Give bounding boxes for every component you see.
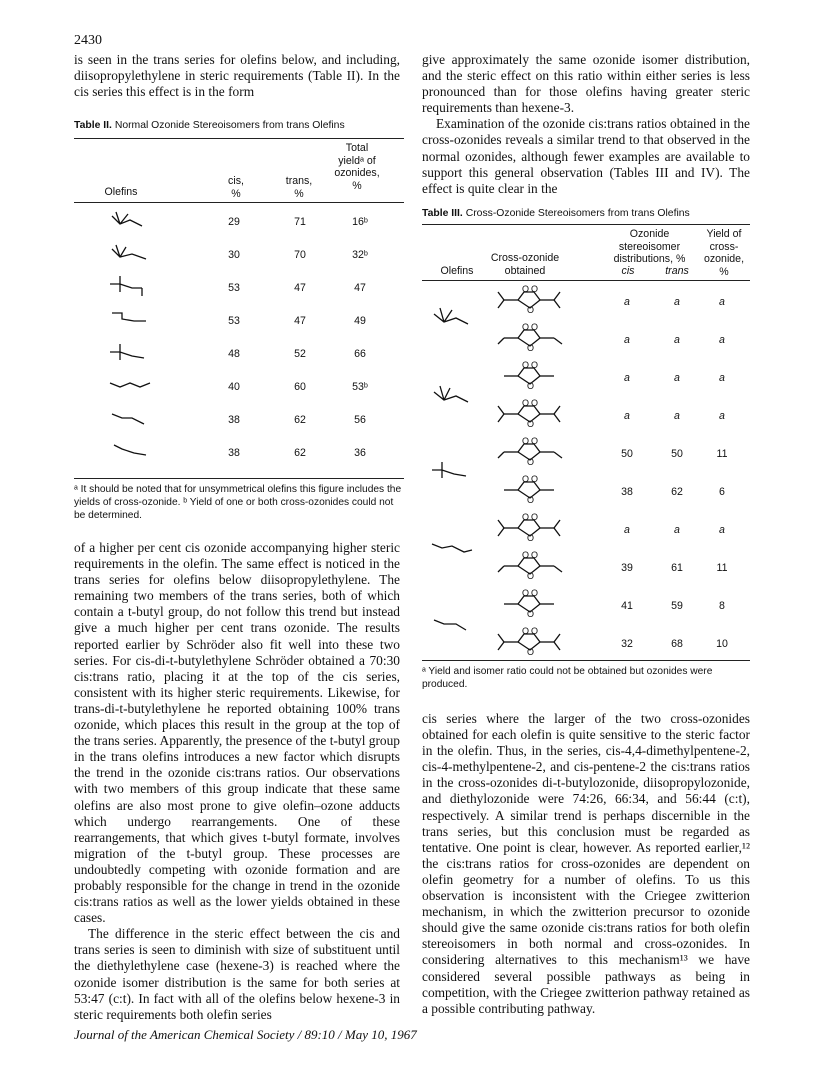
right-paragraph-3-text: cis series where the larger of the two cross-ozonides obtained for each olefin is quite sensitive to the steric factor in the olefin. Thus, in the series, cis-4,4-dimethylpentene-2, cis-4-methylpentene-2, and cis-pentene-2 the cis:trans ratios in the cross-ozonides di-t-butylozonide, diisopropylozonide, and diethylozonide were 74:26, 66:34, and 56:44 (c:t), respectively. A similar trend is perhaps discernible in the trans series, but this conclusion must be regarded as tentative. One point is clear, however. As reported earlier,¹² the cis:trans ratios for cross-ozonides are dependent on olefin geometry for a number of olefins. To us this observation is inconsistent with the Criegee zwitterion mechanism, in which the zwitterion precursor to ozonide should give the same ozonide cis:trans ratios for both olefin stereoisomers in both normal and cross-ozonides. In considering alternatives to this mechanism¹³ we have considered several possible pathways as being in competition, with the Criegee zwitterion pathway retained as a possible contributing pathway.	[422, 711, 750, 1016]
table2-trans-cell: 62	[294, 414, 306, 426]
left-paragraph-3-text: The difference in the steric effect between the cis and trans series is seen to diminish with size of substituent until the diethylethylene case (hexene-3) is reached where the ozonide isomer distribution is the same for both series at 53:47 (c:t). In fact with all of the olefins below hexene-3 in steric requirements both olefin series	[74, 926, 400, 1022]
left-paragraph-1-text: is seen in the trans series for olefins below, and including, diisopropylethylene in steric requirements (Table II). In the cis series this effect is in the form	[74, 52, 400, 100]
ring-atom-label: O	[527, 609, 535, 619]
table3-label: Table III.	[422, 208, 463, 219]
table2-caption	[74, 120, 404, 131]
table2-header-rule	[74, 202, 404, 203]
table3-ozonide-structure	[484, 284, 576, 314]
table3-ozonide-structure	[484, 626, 576, 656]
table3-cis-cell: 32	[621, 638, 633, 650]
ring-atom-label: O	[531, 322, 539, 332]
table2-label: Table II.	[74, 120, 112, 131]
table3-trans-cell: 50	[671, 448, 683, 460]
ring-atom-label: O	[527, 457, 535, 467]
left-paragraph-2	[74, 540, 400, 1023]
ring-atom-label: O	[522, 398, 530, 408]
ring-atom-label: O	[527, 571, 535, 581]
table2-yield-cell: 56	[354, 414, 366, 426]
table3-ozonide-structure	[484, 398, 576, 428]
ring-atom-label: O	[527, 533, 535, 543]
table3-cis-cell: a	[624, 334, 630, 346]
table3-yield-cell: 6	[719, 486, 725, 498]
ring-atom-label: O	[522, 588, 530, 598]
table3-trans-cell: a	[674, 372, 680, 384]
right-paragraph-top	[422, 52, 750, 197]
ring-atom-label: O	[527, 495, 535, 505]
table3-header-yield: Yield of cross-ozonide, %	[703, 228, 745, 278]
ring-atom-label: O	[531, 360, 539, 370]
ring-atom-label: O	[531, 474, 539, 484]
table2-trans-cell: 47	[294, 282, 306, 294]
left-paragraph-1	[74, 52, 400, 100]
table3-cis-cell: a	[624, 524, 630, 536]
right-paragraph-2-text: Examination of the ozonide cis:trans ratios obtained in the cross-ozonides reveals a similar trend to that observed in the normal ozonides, although fewer examples are available to support this general observation (Tables III and IV). The effect is quite clear in the	[422, 116, 750, 196]
table3-olefin-structure-5	[430, 612, 478, 640]
table2-trans-cell: 47	[294, 315, 306, 327]
ring-atom-label: O	[531, 626, 539, 636]
table3-ozonide-structure	[484, 550, 576, 580]
table2-bottom-rule	[74, 478, 404, 479]
ring-atom-label: O	[527, 381, 535, 391]
ring-atom-label: O	[522, 550, 530, 560]
table2-cis-cell: 38	[228, 447, 240, 459]
table2-cis-cell: 38	[228, 414, 240, 426]
table3-cis-cell: a	[624, 410, 630, 422]
table3-yield-cell: 11	[716, 448, 728, 460]
table2-yield-cell: 66	[354, 348, 366, 360]
table2-olefin-structure	[108, 208, 156, 234]
table3-cis-cell: 39	[621, 562, 633, 574]
table2-cis-cell: 53	[228, 282, 240, 294]
table3-olefin-structure-4	[430, 536, 478, 564]
table2-header-trans: trans, %	[285, 175, 313, 200]
table2-olefin-structure	[108, 274, 156, 300]
table3-ozonide-structure	[484, 512, 576, 542]
table3-trans-cell: 68	[671, 638, 683, 650]
table3-header-cis: cis	[621, 265, 635, 277]
table3	[422, 222, 750, 682]
table3-top-rule	[422, 224, 750, 225]
table2-footnote: ᵃ It should be noted that for unsymmetrical olefins this figure includes the yields of cross-ozonide. ᵇ Yield of one or both cross-ozonides could not be determined.	[74, 484, 402, 521]
table2-cis-cell: 53	[228, 315, 240, 327]
table2-olefin-structure	[108, 307, 156, 333]
table2-trans-cell: 52	[294, 348, 306, 360]
table3-ozonide-structure	[484, 588, 576, 618]
table3-caption	[422, 208, 752, 219]
table2-trans-cell: 60	[294, 381, 306, 393]
table2-cis-cell: 29	[228, 216, 240, 228]
table3-cis-cell: a	[624, 296, 630, 308]
table2-olefin-structure	[108, 406, 156, 432]
table2-yield-cell: 49	[354, 315, 366, 327]
table3-yield-cell: a	[719, 296, 725, 308]
ring-atom-label: O	[531, 588, 539, 598]
table3-ozonide-structure	[484, 474, 576, 504]
table2-yield-cell: 36	[354, 447, 366, 459]
table3-header-dist: Ozonide stereoisomer distributions, %	[613, 228, 686, 265]
table3-header-cross: Cross-ozonide obtained	[490, 252, 560, 277]
table3-header-olefins: Olefins	[440, 265, 474, 277]
table2-cis-cell: 30	[228, 249, 240, 261]
left-paragraph-2-text: of a higher per cent cis ozonide accompanying higher steric requirements in the olefin. The same effect is noticed in the trans series for olefins below diisopropylethylene. The remaining two members of the trans series, both of which contain a t-butyl group, do not follow this trend but instead give a much higher per cent trans ozonide. The results reported earlier by Schröder also fit well into these two series. For cis-di-t-butylethylene Schröder obtained a 70:30 cis:trans ratio, placing it at the top of the cis series, consistent with its higher steric requirements. Likewise, for trans-di-t-butylethylene he reported obtaining 100% trans ozonide, which places this result in the group at the top of the trans series. Apparently, the presence of the t-butyl group in the trans olefins introduces a new factor which disrupts the trend in the ozonide cis:trans ratios. Our observations with two members of this group indicate that these same olefins are also most prone to give olefin–ozone adducts which undergo rearrangements. One of these rearrangements, that which gives t-butyl formate, involves migration of the t-butyl group. These processes are undoubtedly competing with ozonide formation and are probably responsible for the change in trend in the ozonide cis:trans ratios as well as the lower yields obtained in these cases.	[74, 540, 400, 926]
table2-title: Normal Ozonide Stereoisomers from trans Olefins	[114, 120, 345, 131]
table3-cis-cell: 41	[621, 600, 633, 612]
ring-atom-label: O	[527, 305, 535, 315]
table3-ozonide-structure	[484, 360, 576, 390]
table3-yield-cell: 10	[716, 638, 728, 650]
ring-atom-label: O	[531, 512, 539, 522]
ring-atom-label: O	[522, 474, 530, 484]
table3-trans-cell: 62	[671, 486, 683, 498]
ring-atom-label: O	[527, 419, 535, 429]
ring-atom-label: O	[522, 322, 530, 332]
table3-cis-cell: a	[624, 372, 630, 384]
ring-atom-label: O	[531, 436, 539, 446]
table2-trans-cell: 62	[294, 447, 306, 459]
ring-atom-label: O	[522, 626, 530, 636]
table2-yield-cell: 53ᵇ	[352, 381, 368, 393]
table3-trans-cell: a	[674, 334, 680, 346]
table3-title: Cross-Ozonide Stereoisomers from trans Olefins	[465, 208, 690, 219]
table2-yield-cell: 32ᵇ	[352, 249, 368, 261]
table2	[74, 134, 404, 524]
ring-atom-label: O	[531, 398, 539, 408]
table3-olefin-structure-1	[430, 302, 478, 330]
table3-yield-cell: 8	[719, 600, 725, 612]
ring-atom-label: O	[527, 647, 535, 657]
table3-bottom-rule	[422, 660, 750, 661]
ring-atom-label: O	[522, 512, 530, 522]
table3-yield-cell: a	[719, 334, 725, 346]
table3-yield-cell: 11	[716, 562, 728, 574]
ring-atom-label: O	[522, 436, 530, 446]
ring-atom-label: O	[527, 343, 535, 353]
table2-olefin-structure	[108, 373, 156, 399]
table3-trans-cell: a	[674, 524, 680, 536]
table3-olefin-structure-3	[430, 458, 478, 486]
table3-trans-cell: a	[674, 296, 680, 308]
table2-cis-cell: 48	[228, 348, 240, 360]
ring-atom-label: O	[522, 284, 530, 294]
table3-yield-cell: a	[719, 524, 725, 536]
table2-yield-cell: 16ᵇ	[352, 216, 368, 228]
ring-atom-label: O	[522, 360, 530, 370]
journal-footer: Journal of the American Chemical Society / 89:10 / May 10, 1967	[74, 1027, 417, 1042]
table3-header-trans: trans	[665, 265, 689, 277]
page-number: 2430	[74, 33, 102, 48]
table3-yield-cell: a	[719, 372, 725, 384]
table3-cis-cell: 38	[621, 486, 633, 498]
table3-footnote: ᵃ Yield and isomer ratio could not be obtained but ozonides were produced.	[422, 666, 713, 690]
table2-yield-cell: 47	[354, 282, 366, 294]
table2-top-rule	[74, 138, 404, 139]
right-paragraph-bottom	[422, 711, 750, 1017]
table3-trans-cell: 59	[671, 600, 683, 612]
table3-yield-cell: a	[719, 410, 725, 422]
table2-olefin-structure	[108, 241, 156, 267]
table3-ozonide-structure	[484, 322, 576, 352]
table3-ozonide-structure	[484, 436, 576, 466]
table2-header-total: Total yieldᵃ of ozonides, %	[334, 142, 380, 192]
table2-header-cis: cis, %	[228, 175, 244, 200]
table3-olefin-structure-2	[430, 380, 478, 408]
ring-atom-label: O	[531, 284, 539, 294]
right-paragraph-1-text: give approximately the same ozonide isomer distribution, and the steric effect on this ratio within either series is less pronounced than for those olefins having greater steric requirements than hexene-3.	[422, 52, 750, 116]
table2-cis-cell: 40	[228, 381, 240, 393]
ring-atom-label: O	[531, 550, 539, 560]
table2-olefin-structure	[108, 439, 156, 465]
table2-header-olefins: Olefins	[104, 186, 138, 198]
table3-cis-cell: 50	[621, 448, 633, 460]
table3-trans-cell: a	[674, 410, 680, 422]
table2-trans-cell: 70	[294, 249, 306, 261]
table3-header-rule	[422, 280, 750, 281]
table3-trans-cell: 61	[671, 562, 683, 574]
table2-trans-cell: 71	[294, 216, 306, 228]
table2-olefin-structure	[108, 340, 156, 366]
